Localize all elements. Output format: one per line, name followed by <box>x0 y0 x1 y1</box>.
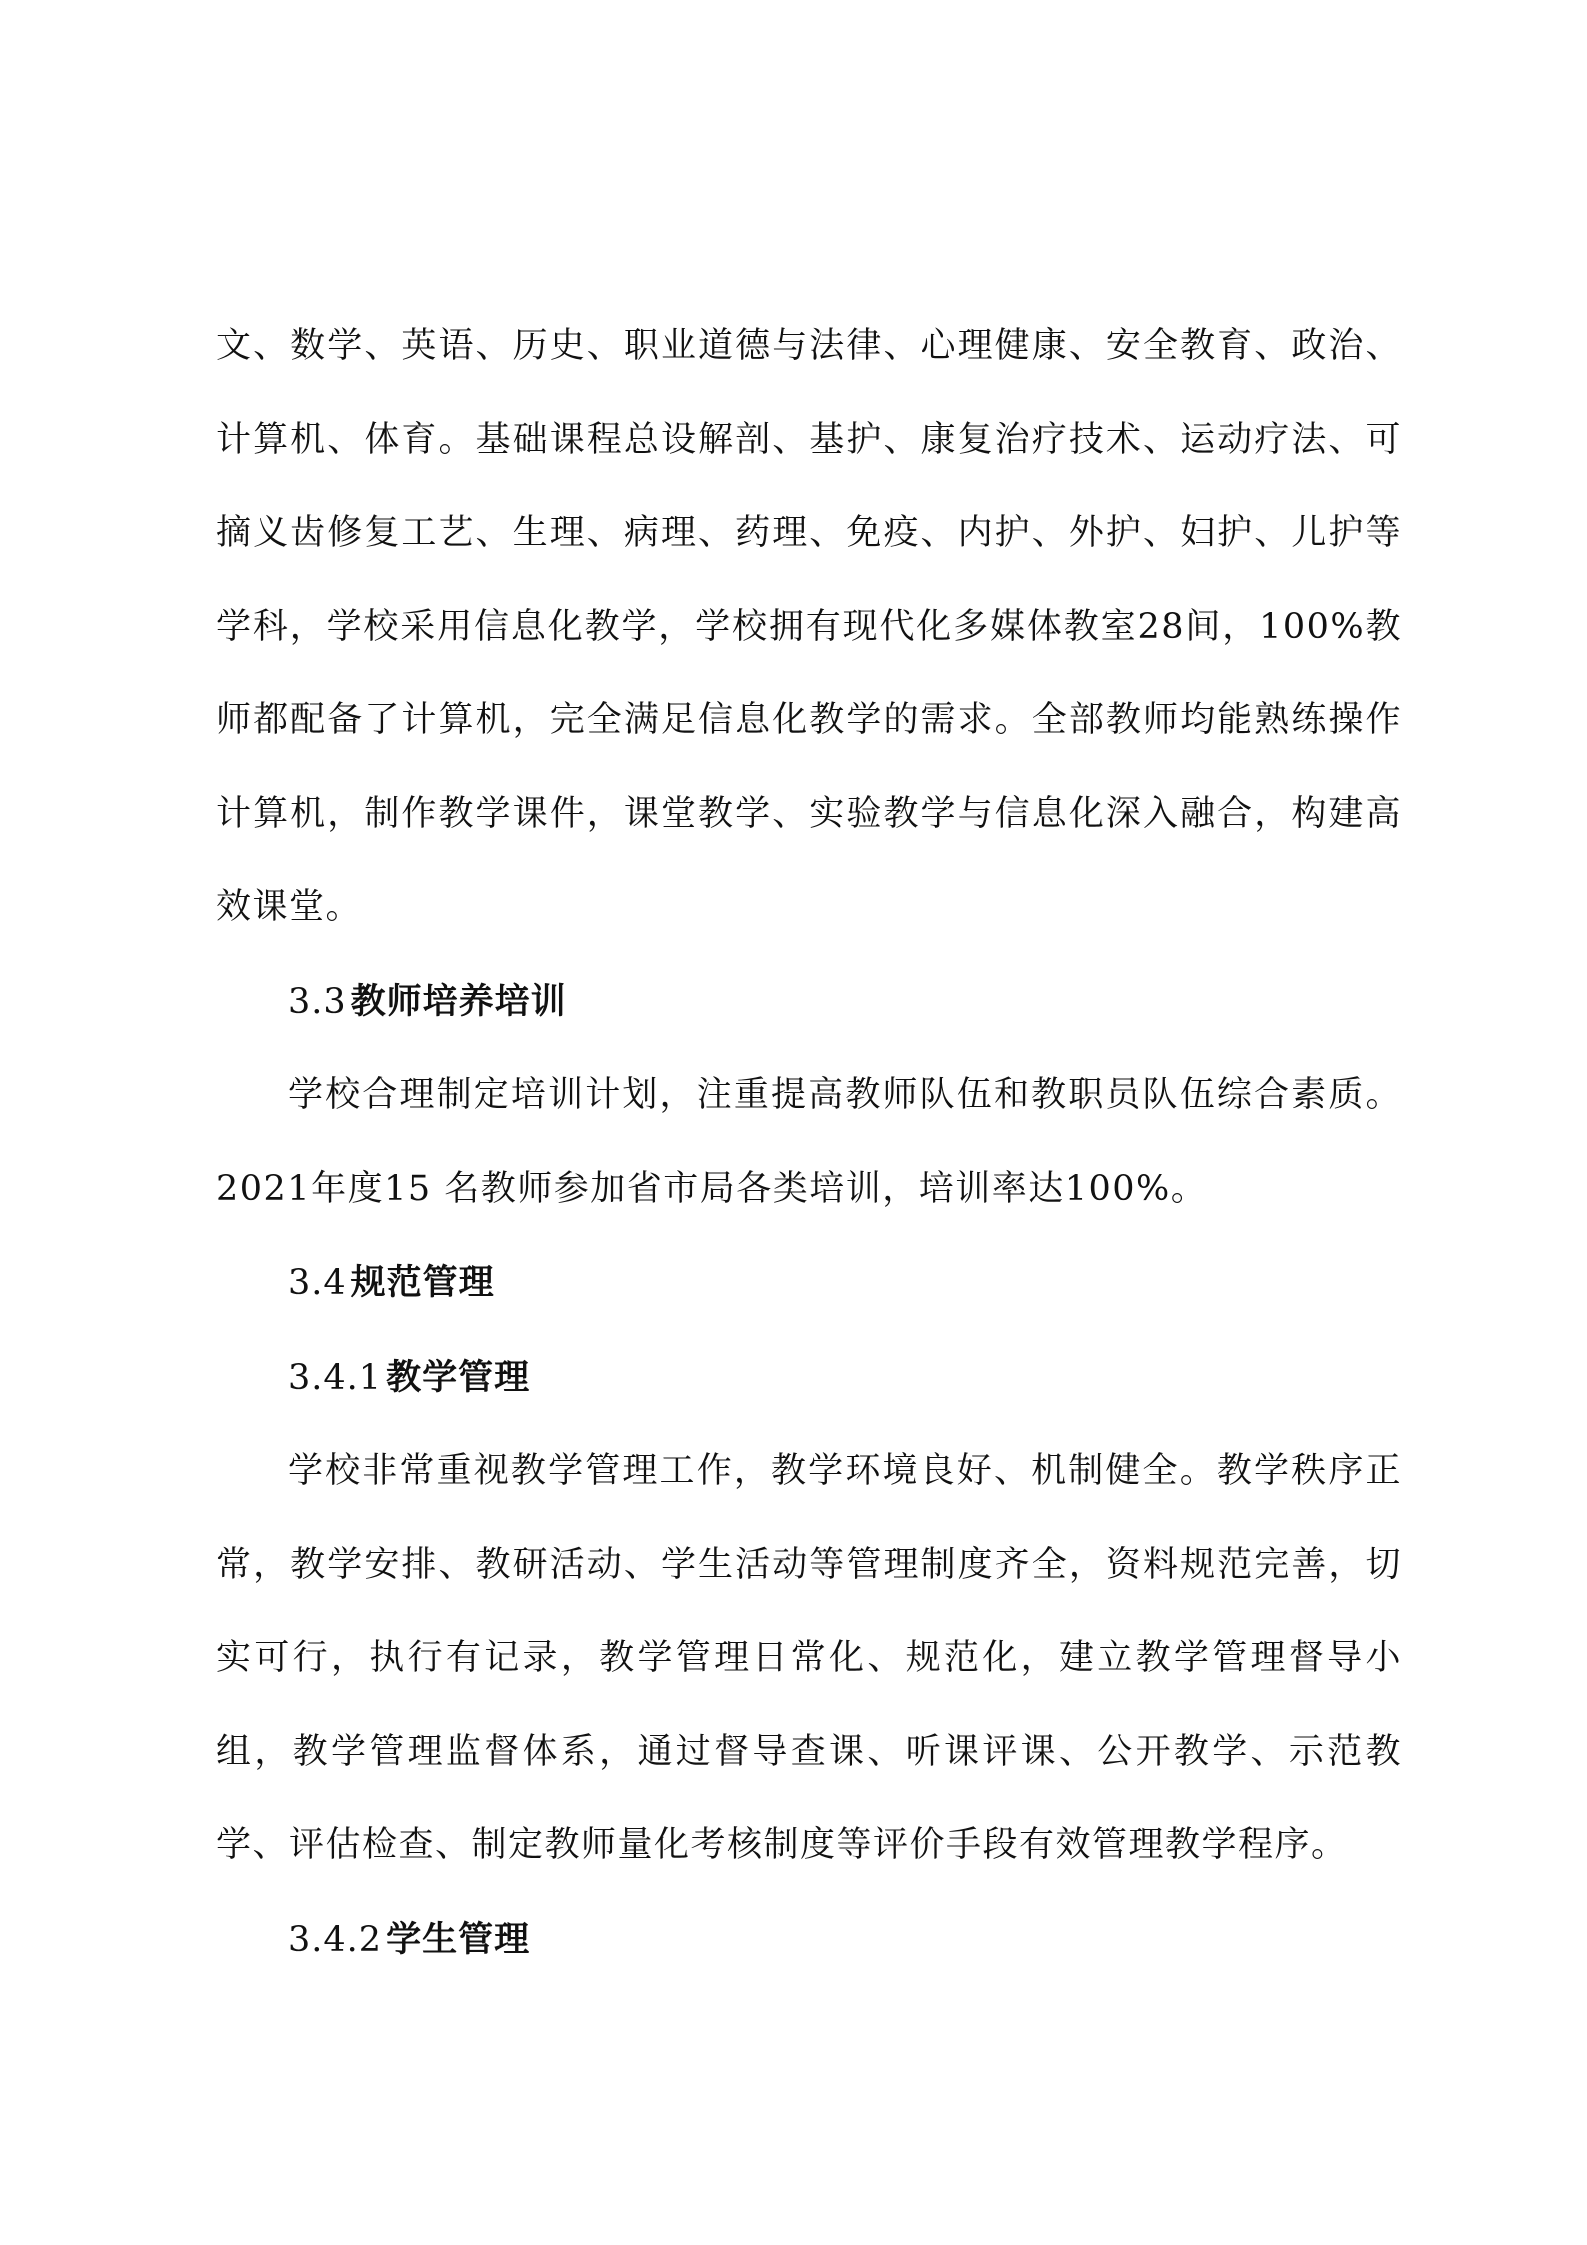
heading-3-3 <box>216 955 1402 1050</box>
heading-number: 3.4 <box>288 1263 347 1303</box>
paragraph-teaching-management: 学校非常重视教学管理工作，教学环境良好、机制健全。教学秩序正常，教学安排、教研活动、学生活动等管理制度齐全，资料规范完善，切实可行，执行有记录，教学管理日常化、规范化，建立教学管理督导小组，教学管理监督体系，通过督导查课、听课评课、公开教学、示范教学、评估检查、制定教师量化考核制度等评价手段有效管理教学程序。 <box>216 1451 1402 1865</box>
heading-3-4-1 <box>216 1331 1402 1426</box>
heading-title: 教师培养培训 <box>350 980 567 1022</box>
heading-3-4 <box>216 1236 1402 1331</box>
heading-title: 教学管理 <box>386 1356 531 1398</box>
paragraph-training: 学校合理制定培训计划，注重提高教师队伍和教职员队伍综合素质。2021年度15 名教师参加省市局各类培训，培训率达100%。 <box>216 1075 1402 1209</box>
heading-title: 学生管理 <box>386 1918 531 1960</box>
heading-3-4-2 <box>216 1893 1402 1988</box>
paragraph-curriculum: 文、数学、英语、历史、职业道德与法律、心理健康、安全教育、政治、计算机、体育。基础课程总设解剖、基护、康复治疗技术、运动疗法、可摘义齿修复工艺、生理、病理、药理、免疫、内护、外护、妇护、儿护等学科，学校采用信息化教学，学校拥有现代化多媒体教室28间，100%教师都配备了计算机，完全满足信息化教学的需求。全部教师均能熟练操作计算机，制作教学课件，课堂教学、实验教学与信息化深入融合，构建高效课堂。 <box>216 326 1402 927</box>
heading-title: 规范管理 <box>350 1262 495 1303</box>
heading-number: 3.3 <box>288 981 347 1022</box>
heading-number: 3.4.1 <box>288 1357 383 1398</box>
heading-number: 3.4.2 <box>288 1919 383 1960</box>
document-page <box>216 300 1402 1987</box>
